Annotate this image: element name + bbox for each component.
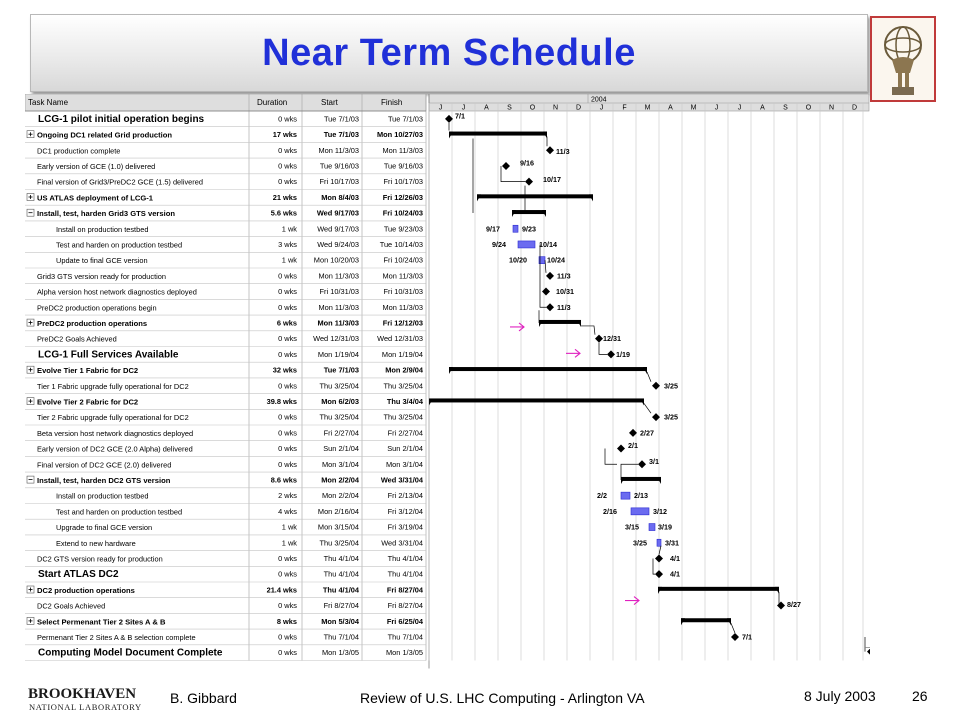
task-start: Thu 7/1/04 (323, 632, 359, 642)
timescale-month: S (507, 104, 512, 112)
gantt-table (25, 94, 870, 672)
table-row (37, 413, 423, 423)
task-duration: 0 wks (278, 334, 297, 344)
summary-bar (621, 477, 661, 481)
task-duration: 0 wks (278, 287, 297, 297)
task-start: Tue 9/16/03 (319, 161, 359, 171)
brookhaven-logo-text: BROOKHAVEN (28, 686, 137, 702)
table-row (27, 130, 423, 140)
task-duration: 8 wks (276, 616, 297, 626)
task-finish: Thu 3/25/04 (383, 412, 423, 422)
task-finish: Thu 3/4/04 (386, 396, 423, 406)
task-bar (631, 508, 649, 515)
milestone-diamond (655, 554, 663, 562)
column-header-task-name: Task Name (28, 98, 69, 107)
task-name: Permenant Tier 2 Sites A & B selection complete (37, 632, 196, 642)
task-duration: 0 wks (278, 632, 297, 642)
task-duration: 2 wks (278, 491, 297, 501)
table-row (37, 632, 423, 642)
timescale-month: J (461, 104, 466, 112)
task-start: Mon 1/3/05 (322, 648, 359, 658)
milestone-diamond (546, 303, 554, 311)
table-row (37, 334, 423, 344)
task-name: Alpha version host network diagnostics deployed (37, 287, 197, 297)
summary-bar (681, 618, 731, 622)
gantt-date-label: 1/19 (616, 349, 630, 359)
table-row (27, 193, 423, 203)
task-name: Grid3 GTS version ready for production (37, 271, 166, 281)
table-row (37, 601, 423, 611)
timescale-month: A (668, 104, 673, 112)
task-name: DC2 Goals Achieved (37, 601, 106, 611)
task-name: Evolve Tier 2 Fabric for DC2 (37, 397, 139, 407)
task-duration: 0 wks (278, 648, 297, 658)
task-duration: 0 wks (278, 349, 297, 359)
task-name: DC2 GTS version ready for production (37, 554, 163, 564)
table-row (37, 381, 423, 391)
task-name: US ATLAS deployment of LCG-1 (37, 193, 154, 203)
task-duration: 0 wks (278, 412, 297, 422)
table-row (37, 287, 423, 297)
timescale-month: M (644, 104, 651, 112)
task-duration: 0 wks (278, 302, 297, 312)
milestone-diamond (867, 648, 870, 656)
gantt-date-label: 3/1 (649, 456, 659, 466)
task-finish: Mon 11/3/03 (382, 271, 423, 281)
task-duration: 0 wks (278, 114, 297, 124)
gantt-date-label: 9/24 (492, 239, 506, 249)
task-finish: Mon 11/3/03 (382, 145, 423, 155)
gantt-date-label: 9/17 (486, 224, 500, 234)
timescale-year: 2004 (591, 96, 607, 104)
timescale-month: O (529, 104, 536, 112)
task-start: Fri 2/27/04 (323, 428, 359, 438)
task-finish: Thu 7/1/04 (387, 632, 423, 642)
task-duration: 17 wks (272, 130, 297, 140)
summary-bar (449, 367, 647, 371)
task-duration: 0 wks (278, 428, 297, 438)
task-name: PreDC2 production operations (37, 318, 148, 328)
timescale-month: F (622, 104, 627, 112)
task-finish: Wed 3/31/04 (381, 538, 423, 548)
gantt-date-label: 7/1 (742, 632, 752, 642)
task-duration: 0 wks (278, 381, 297, 391)
task-finish: Mon 10/27/03 (376, 130, 423, 140)
dependency-link (644, 403, 651, 413)
task-duration: 1 wk (281, 255, 297, 265)
title-banner (30, 14, 868, 92)
gantt-date-label: 2/27 (640, 428, 654, 438)
task-finish: Wed 3/31/04 (380, 475, 423, 485)
gantt-date-label: 7/1 (455, 111, 465, 121)
task-start: Mon 11/3/03 (318, 271, 359, 281)
table-row (37, 177, 423, 187)
table-row (56, 538, 423, 548)
table-row (56, 224, 423, 234)
task-finish: Sun 2/1/04 (387, 444, 423, 454)
timescale-month: D (851, 104, 858, 112)
timescale-month: A (484, 104, 489, 112)
milestone-diamond (546, 146, 554, 154)
gantt-date-label: 2/13 (634, 491, 648, 501)
atlas-statue-logo (870, 16, 936, 102)
task-duration: 1 wk (281, 538, 297, 548)
task-finish: Fri 10/31/03 (383, 287, 423, 297)
task-start: Fri 8/27/04 (323, 601, 359, 611)
task-name: Select Permenant Tier 2 Sites A & B (37, 617, 166, 627)
task-start: Thu 3/25/04 (319, 538, 359, 548)
table-row (27, 475, 424, 485)
task-duration: 0 wks (278, 601, 297, 611)
task-finish: Fri 8/27/04 (386, 585, 423, 595)
task-duration: 39.8 wks (266, 396, 297, 406)
table-row (37, 554, 423, 564)
task-duration: 21 wks (272, 192, 297, 202)
gantt-date-label: 4/1 (670, 553, 680, 563)
task-duration: 0 wks (278, 271, 297, 281)
table-row (37, 303, 423, 313)
task-name: DC2 production operations (37, 585, 135, 595)
summary-bar (539, 320, 581, 324)
table-row (37, 460, 423, 470)
table-row (27, 209, 423, 219)
task-start: Thu 3/25/04 (319, 412, 359, 422)
task-finish: Fri 12/12/03 (382, 318, 423, 328)
milestone-diamond (607, 350, 615, 358)
task-finish: Fri 6/25/04 (386, 616, 423, 626)
task-duration: 6 wks (276, 318, 297, 328)
task-name: Tier 2 Fabric upgrade fully operational for DC2 (37, 413, 189, 423)
task-duration: 4 wks (278, 506, 297, 516)
gantt-date-label: 4/1 (670, 569, 680, 579)
task-finish: Fri 8/27/04 (387, 601, 423, 611)
table-row (38, 648, 423, 659)
dependency-link (581, 326, 595, 335)
task-start: Mon 11/3/03 (318, 302, 359, 312)
timescale-month: J (599, 104, 604, 112)
table-row (56, 491, 423, 501)
gantt-date-label: 12/31 (603, 334, 621, 344)
milestone-diamond (655, 570, 663, 578)
task-finish: Fri 2/13/04 (387, 491, 423, 501)
milestone-diamond (777, 602, 785, 610)
task-duration: 0 wks (278, 145, 297, 155)
gantt-date-label: 11/3 (557, 302, 571, 312)
column-header-start: Start (321, 98, 338, 107)
task-duration: 8.6 wks (270, 475, 297, 485)
timescale-month: N (828, 104, 835, 112)
milestone-diamond (617, 445, 625, 453)
summary-bar (477, 194, 593, 198)
table-row (37, 146, 423, 156)
task-start: Wed 9/17/03 (317, 224, 359, 234)
task-start: Mon 5/3/04 (321, 616, 359, 626)
gantt-date-label: 3/31 (665, 538, 679, 548)
table-row (38, 349, 423, 360)
task-duration: 0 wks (278, 444, 297, 454)
task-name: Computing Model Document Complete (38, 647, 223, 659)
gantt-date-label: 11/3 (557, 271, 571, 281)
task-duration: 1 wk (281, 522, 297, 532)
task-name: Final version of Grid3/PreDC2 GCE (1.5) delivered (37, 177, 203, 187)
task-start: Wed 9/17/03 (316, 208, 359, 218)
task-start: Thu 4/1/04 (323, 553, 359, 563)
task-start: Mon 2/16/04 (317, 506, 359, 516)
task-finish: Tue 9/16/03 (383, 161, 423, 171)
gantt-date-label: 8/27 (787, 600, 801, 610)
task-name: Early version of DC2 GCE (2.0 Alpha) delivered (37, 444, 193, 454)
task-finish: Mon 3/1/04 (386, 459, 423, 469)
task-duration: 1 wk (281, 224, 297, 234)
task-start: Fri 10/31/03 (319, 287, 359, 297)
timescale-month: D (575, 104, 582, 112)
task-duration: 21.4 wks (266, 585, 297, 595)
task-name: Start ATLAS DC2 (38, 569, 119, 581)
task-duration: 0 wks (278, 569, 297, 579)
table-row (27, 318, 423, 328)
milestone-diamond (542, 288, 550, 296)
gantt-date-label: 10/17 (543, 175, 561, 185)
table-row (37, 161, 423, 171)
task-bar (518, 241, 535, 248)
gantt-date-label: 3/19 (658, 522, 672, 532)
timescale-month: J (714, 104, 719, 112)
task-finish: Tue 7/1/03 (387, 114, 423, 124)
footer-page-number: 26 (912, 688, 928, 704)
summary-bar (429, 398, 644, 402)
timescale-month: O (805, 104, 812, 112)
task-name: Extend to new hardware (56, 538, 136, 548)
task-finish: Fri 10/24/03 (382, 208, 423, 218)
task-duration: 5.6 wks (270, 208, 297, 218)
gantt-date-label: 11/3 (556, 146, 570, 156)
dependency-link (540, 244, 546, 307)
gantt-date-label: 2/16 (603, 506, 617, 516)
task-start: Mon 11/3/03 (317, 318, 359, 328)
task-name: Upgrade to final GCE version (56, 523, 153, 533)
task-bar (621, 492, 630, 499)
gantt-date-label: 2/2 (597, 491, 607, 501)
table-row (27, 366, 424, 376)
gantt-date-label: 9/23 (522, 224, 536, 234)
task-duration: 0 wks (278, 161, 297, 171)
task-bar (649, 524, 655, 531)
task-name: PreDC2 production operations begin (37, 303, 157, 313)
task-start: Mon 1/19/04 (317, 349, 359, 359)
table-row (27, 585, 424, 595)
timescale-month: J (438, 104, 443, 112)
brookhaven-logo-subtext: NATIONAL LABORATORY (29, 702, 142, 712)
gantt-date-label: 3/15 (625, 522, 639, 532)
task-finish: Thu 4/1/04 (387, 553, 423, 563)
task-start: Tue 7/1/03 (323, 114, 359, 124)
footer-title: Review of U.S. LHC Computing - Arlington VA (360, 690, 645, 706)
task-name: DC1 production complete (37, 146, 121, 156)
milestone-diamond (731, 633, 739, 641)
task-start: Thu 4/1/04 (322, 585, 359, 595)
column-header-finish: Finish (381, 98, 403, 107)
dependency-link (605, 449, 617, 465)
dependency-link (653, 558, 655, 574)
task-start: Mon 2/2/04 (322, 491, 359, 501)
gantt-date-label: 9/16 (520, 158, 534, 168)
task-bar (513, 225, 518, 232)
summary-bar (512, 210, 546, 214)
timescale-month: A (760, 104, 765, 112)
timescale-month: S (783, 104, 788, 112)
task-finish: Mon 1/3/05 (386, 648, 423, 658)
timescale-month: M (690, 104, 697, 112)
table-row (56, 256, 423, 266)
task-name: PreDC2 Goals Achieved (37, 334, 117, 344)
task-start: Wed 12/31/03 (313, 334, 359, 344)
task-name: Early version of GCE (1.0) delivered (37, 161, 156, 171)
task-name: Test and harden on production testbed (56, 240, 183, 250)
task-start: Mon 11/3/03 (318, 145, 359, 155)
task-name: Final version of DC2 GCE (2.0) delivered (37, 460, 172, 470)
task-start: Mon 8/4/03 (321, 192, 359, 202)
table-row (56, 523, 423, 533)
gantt-date-label: 3/25 (664, 381, 678, 391)
task-start: Mon 2/2/04 (321, 475, 359, 485)
task-name: Beta version host network diagnostics deployed (37, 428, 194, 438)
task-start: Mon 6/2/03 (321, 396, 359, 406)
gantt-date-label: 2/1 (628, 441, 638, 451)
task-duration: 0 wks (278, 459, 297, 469)
table-row (27, 397, 424, 407)
task-start: Mon 10/20/03 (313, 255, 359, 265)
milestone-diamond (595, 335, 603, 343)
task-finish: Fri 3/19/04 (387, 522, 423, 532)
task-start: Sun 2/1/04 (323, 444, 359, 454)
task-finish: Tue 10/14/03 (379, 239, 423, 249)
gantt-date-label: 3/25 (664, 412, 678, 422)
page-title: Near Term Schedule (262, 31, 636, 74)
task-finish: Mon 11/3/03 (382, 302, 423, 312)
task-duration: 0 wks (278, 177, 297, 187)
task-name: Ongoing DC1 related Grid production (37, 130, 173, 140)
milestone-diamond (638, 460, 646, 468)
task-name: Install on production testbed (56, 491, 149, 501)
gantt-date-label: 10/31 (556, 287, 574, 297)
task-name: Evolve Tier 1 Fabric for DC2 (37, 366, 139, 376)
brookhaven-logo (28, 684, 158, 714)
table-header-band (25, 94, 426, 111)
footer-date: 8 July 2003 (804, 688, 876, 704)
task-name: Install, test, harden Grid3 GTS version (37, 209, 175, 219)
task-name: Update to final GCE version (56, 256, 148, 266)
task-start: Mon 3/1/04 (322, 459, 359, 469)
dependency-link (647, 372, 651, 382)
task-start: Tue 7/1/03 (323, 130, 359, 140)
timescale-month: N (552, 104, 559, 112)
summary-bar (658, 587, 779, 591)
dependency-link (545, 260, 546, 273)
gantt-date-label: 3/25 (633, 538, 647, 548)
footer-author: B. Gibbard (170, 690, 237, 706)
task-duration: 32 wks (272, 365, 297, 375)
column-header-duration: Duration (257, 98, 288, 107)
gantt-date-label: 10/20 (509, 255, 527, 265)
task-finish: Mon 2/9/04 (385, 365, 423, 375)
gantt-date-label: 10/24 (547, 255, 565, 265)
table-row (38, 569, 423, 580)
milestone-diamond (546, 272, 554, 280)
task-name: LCG-1 Full Services Available (38, 349, 179, 361)
table-row (37, 428, 423, 438)
task-start: Fri 10/17/03 (319, 177, 359, 187)
milestone-diamond (502, 162, 510, 170)
task-duration: 3 wks (278, 239, 297, 249)
task-name: Install on production testbed (56, 224, 149, 234)
table-row (38, 114, 423, 125)
table-row (37, 271, 423, 281)
gantt-date-label: 3/12 (653, 506, 667, 516)
task-finish: Fri 10/17/03 (383, 177, 423, 187)
dependency-link (599, 343, 607, 355)
task-start: Thu 4/1/04 (323, 569, 359, 579)
table-row (56, 507, 423, 516)
task-bar (657, 539, 661, 546)
timescale-month: J (737, 104, 742, 112)
task-start: Thu 3/25/04 (319, 381, 359, 391)
task-start: Wed 9/24/03 (317, 239, 359, 249)
task-finish: Wed 12/31/03 (377, 334, 423, 344)
table-row (37, 444, 423, 454)
task-name: Test and harden on production testbed (56, 507, 183, 517)
task-finish: Fri 12/26/03 (382, 192, 423, 202)
task-name: Install, test, harden DC2 GTS version (37, 475, 171, 485)
task-start: Mon 3/15/04 (317, 522, 359, 532)
dependency-link (731, 623, 735, 633)
milestone-diamond (525, 178, 533, 186)
task-finish: Fri 3/12/04 (387, 506, 423, 516)
task-finish: Tue 9/23/03 (383, 224, 423, 234)
task-finish: Fri 2/27/04 (387, 428, 423, 438)
summary-bar (449, 132, 547, 136)
task-finish: Thu 3/25/04 (383, 381, 423, 391)
task-name: LCG-1 pilot initial operation begins (38, 113, 205, 125)
task-finish: Mon 1/19/04 (381, 349, 423, 359)
task-start: Tue 7/1/03 (323, 365, 359, 375)
task-duration: 0 wks (278, 553, 297, 563)
table-row (56, 240, 423, 250)
task-finish: Fri 10/24/03 (383, 255, 423, 265)
task-name: Tier 1 Fabric upgrade fully operational for DC2 (37, 381, 189, 391)
task-finish: Thu 4/1/04 (387, 569, 423, 579)
table-row (27, 617, 424, 627)
gantt-date-label: 10/14 (539, 239, 557, 249)
